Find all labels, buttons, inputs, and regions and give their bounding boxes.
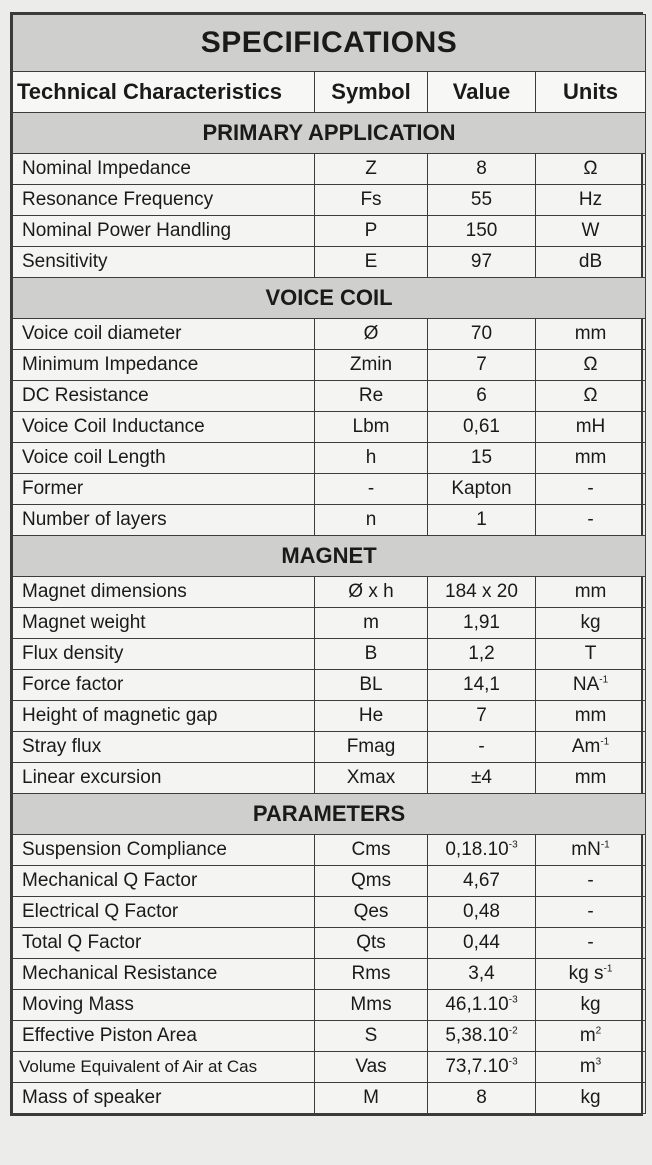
unit-cell xyxy=(536,732,646,763)
section-header xyxy=(13,794,646,835)
table-row xyxy=(13,247,646,278)
unit-cell xyxy=(536,412,646,443)
value-cell xyxy=(428,350,536,381)
symbol-cell: Qms xyxy=(315,866,428,897)
value-cell xyxy=(428,412,536,443)
unit-cell xyxy=(536,701,646,732)
unit-text: mN xyxy=(571,839,601,860)
value-text: 14,1 xyxy=(463,674,500,695)
symbol-cell: He xyxy=(315,701,428,732)
symbol-cell: Qts xyxy=(315,928,428,959)
unit-text: mm xyxy=(574,581,607,602)
unit-text: W xyxy=(581,220,600,241)
table-row xyxy=(13,505,646,536)
section-header xyxy=(13,278,646,319)
value-cell xyxy=(428,216,536,247)
unit-text: T xyxy=(584,643,597,664)
table-row xyxy=(13,154,646,185)
value-cell xyxy=(428,381,536,412)
table-row xyxy=(13,381,646,412)
value-text: 3,4 xyxy=(468,963,495,984)
symbol-cell: BL xyxy=(315,670,428,701)
value-text: 5,38.10 xyxy=(445,1025,509,1046)
characteristic-cell: Former xyxy=(13,474,315,505)
value-text: 70 xyxy=(470,323,493,344)
value-cell xyxy=(428,639,536,670)
symbol-cell: P xyxy=(315,216,428,247)
unit-cell xyxy=(536,577,646,608)
value-text: 6 xyxy=(476,385,487,406)
value-text: 46,1.10 xyxy=(445,994,509,1015)
unit-text: - xyxy=(587,509,594,530)
value-text: 0,44 xyxy=(463,932,500,953)
symbol-cell: B xyxy=(315,639,428,670)
value-cell xyxy=(428,732,536,763)
unit-text: mm xyxy=(574,767,607,788)
table-row xyxy=(13,763,646,794)
value-text: 0,61 xyxy=(463,416,500,437)
value-cell xyxy=(428,505,536,536)
unit-cell xyxy=(536,505,646,536)
unit-text: kg xyxy=(580,612,601,633)
characteristic-cell: Force factor xyxy=(13,670,315,701)
symbol-cell: Rms xyxy=(315,959,428,990)
symbol-cell: Cms xyxy=(315,835,428,866)
unit-exponent: 2 xyxy=(595,1025,602,1037)
value-exponent: -3 xyxy=(508,1056,518,1068)
header-units: Units xyxy=(536,72,646,113)
unit-text: mm xyxy=(574,447,607,468)
symbol-cell: M xyxy=(315,1083,428,1114)
characteristic-cell: Moving Mass xyxy=(13,990,315,1021)
characteristic-cell: Mechanical Q Factor xyxy=(13,866,315,897)
value-cell xyxy=(428,1021,536,1052)
characteristic-cell: Nominal Power Handling xyxy=(13,216,315,247)
section-title: MAGNET xyxy=(13,536,646,577)
unit-exponent: -1 xyxy=(603,963,613,975)
value-text: 4,67 xyxy=(463,870,500,891)
value-text: 55 xyxy=(470,189,493,210)
unit-text: mm xyxy=(574,323,607,344)
unit-cell xyxy=(536,1021,646,1052)
section-title: VOICE COIL xyxy=(13,278,646,319)
characteristic-cell: Voice coil diameter xyxy=(13,319,315,350)
value-exponent: -3 xyxy=(508,994,518,1006)
table-row xyxy=(13,608,646,639)
unit-cell xyxy=(536,319,646,350)
unit-text: Am xyxy=(571,736,601,757)
value-text: 7 xyxy=(476,354,487,375)
unit-exponent: -1 xyxy=(599,674,609,686)
unit-exponent: 3 xyxy=(595,1056,602,1068)
value-exponent: -2 xyxy=(508,1025,518,1037)
value-cell xyxy=(428,474,536,505)
value-cell xyxy=(428,443,536,474)
value-text: Kapton xyxy=(451,478,512,499)
table-row xyxy=(13,928,646,959)
unit-cell xyxy=(536,1052,646,1083)
unit-text: m xyxy=(579,1056,596,1077)
value-cell xyxy=(428,928,536,959)
unit-text: Ω xyxy=(583,158,598,179)
characteristic-cell: Mechanical Resistance xyxy=(13,959,315,990)
value-text: 150 xyxy=(465,220,498,241)
table-row xyxy=(13,319,646,350)
unit-cell xyxy=(536,959,646,990)
table-row xyxy=(13,835,646,866)
unit-cell xyxy=(536,350,646,381)
unit-text: - xyxy=(587,870,594,891)
symbol-cell: Ø x h xyxy=(315,577,428,608)
table-row xyxy=(13,639,646,670)
symbol-cell: S xyxy=(315,1021,428,1052)
unit-cell xyxy=(536,1083,646,1114)
value-cell xyxy=(428,835,536,866)
section-title: PRIMARY APPLICATION xyxy=(13,113,646,154)
characteristic-cell: Number of layers xyxy=(13,505,315,536)
unit-exponent: -1 xyxy=(600,839,610,851)
characteristic-cell: Volume Equivalent of Air at Cas xyxy=(13,1052,315,1083)
characteristic-cell: Linear excursion xyxy=(13,763,315,794)
specifications-sheet xyxy=(10,12,643,1116)
characteristic-cell: Sensitivity xyxy=(13,247,315,278)
table-row xyxy=(13,443,646,474)
page-title: SPECIFICATIONS xyxy=(13,15,646,72)
unit-cell xyxy=(536,835,646,866)
characteristic-cell: Stray flux xyxy=(13,732,315,763)
unit-text: kg s xyxy=(568,963,604,984)
value-cell xyxy=(428,990,536,1021)
table-row xyxy=(13,897,646,928)
value-text: 15 xyxy=(470,447,493,468)
unit-cell xyxy=(536,608,646,639)
table-row xyxy=(13,670,646,701)
value-exponent: -3 xyxy=(508,839,518,851)
symbol-cell: Z xyxy=(315,154,428,185)
symbol-cell: Mms xyxy=(315,990,428,1021)
characteristic-cell: Height of magnetic gap xyxy=(13,701,315,732)
table-row xyxy=(13,350,646,381)
value-cell xyxy=(428,701,536,732)
table-row xyxy=(13,412,646,443)
characteristic-cell: DC Resistance xyxy=(13,381,315,412)
table-row xyxy=(13,185,646,216)
table-row xyxy=(13,1083,646,1114)
header-symbol: Symbol xyxy=(315,72,428,113)
value-text: 73,7.10 xyxy=(445,1056,509,1077)
value-cell xyxy=(428,959,536,990)
unit-text: dB xyxy=(578,251,603,272)
table-row xyxy=(13,866,646,897)
unit-cell xyxy=(536,763,646,794)
symbol-cell: Re xyxy=(315,381,428,412)
unit-exponent: -1 xyxy=(600,736,610,748)
unit-text: mH xyxy=(575,416,606,437)
unit-text: kg xyxy=(580,1087,601,1108)
table-row xyxy=(13,216,646,247)
table-row xyxy=(13,732,646,763)
unit-text: NA xyxy=(572,674,600,695)
characteristic-cell: Nominal Impedance xyxy=(13,154,315,185)
value-cell xyxy=(428,763,536,794)
characteristic-cell: Voice Coil Inductance xyxy=(13,412,315,443)
characteristic-cell: Mass of speaker xyxy=(13,1083,315,1114)
characteristic-cell: Voice coil Length xyxy=(13,443,315,474)
characteristic-cell: Minimum Impedance xyxy=(13,350,315,381)
unit-text: - xyxy=(587,932,594,953)
unit-text: Ω xyxy=(583,385,598,406)
symbol-cell: E xyxy=(315,247,428,278)
unit-text: Hz xyxy=(578,189,603,210)
unit-cell xyxy=(536,866,646,897)
characteristic-cell: Suspension Compliance xyxy=(13,835,315,866)
section-header xyxy=(13,113,646,154)
value-cell xyxy=(428,319,536,350)
header-value: Value xyxy=(428,72,536,113)
symbol-cell: Zmin xyxy=(315,350,428,381)
symbol-cell: Qes xyxy=(315,897,428,928)
unit-cell xyxy=(536,897,646,928)
value-cell xyxy=(428,185,536,216)
table-row xyxy=(13,1021,646,1052)
table-row xyxy=(13,959,646,990)
value-text: 8 xyxy=(476,158,487,179)
unit-cell xyxy=(536,474,646,505)
value-cell xyxy=(428,608,536,639)
value-cell xyxy=(428,577,536,608)
characteristic-cell: Resonance Frequency xyxy=(13,185,315,216)
table-row xyxy=(13,577,646,608)
symbol-cell: Lbm xyxy=(315,412,428,443)
unit-cell xyxy=(536,154,646,185)
characteristic-cell: Flux density xyxy=(13,639,315,670)
value-text: 7 xyxy=(476,705,487,726)
table-row xyxy=(13,990,646,1021)
unit-cell xyxy=(536,216,646,247)
section-title: PARAMETERS xyxy=(13,794,646,835)
unit-cell xyxy=(536,928,646,959)
value-text: 8 xyxy=(476,1087,487,1108)
symbol-cell: - xyxy=(315,474,428,505)
symbol-cell: Ø xyxy=(315,319,428,350)
symbol-cell: Vas xyxy=(315,1052,428,1083)
value-text: - xyxy=(478,736,485,757)
table-row xyxy=(13,474,646,505)
symbol-cell: m xyxy=(315,608,428,639)
unit-cell xyxy=(536,990,646,1021)
unit-cell xyxy=(536,247,646,278)
unit-cell xyxy=(536,639,646,670)
value-cell xyxy=(428,1052,536,1083)
unit-cell xyxy=(536,443,646,474)
characteristic-cell: Magnet dimensions xyxy=(13,577,315,608)
table-row xyxy=(13,1052,646,1083)
characteristic-cell: Electrical Q Factor xyxy=(13,897,315,928)
characteristic-cell: Effective Piston Area xyxy=(13,1021,315,1052)
value-text: 97 xyxy=(470,251,493,272)
symbol-cell: Xmax xyxy=(315,763,428,794)
symbol-cell: Fs xyxy=(315,185,428,216)
unit-text: mm xyxy=(574,705,607,726)
unit-cell xyxy=(536,381,646,412)
unit-text: Ω xyxy=(583,354,598,375)
unit-text: kg xyxy=(580,994,601,1015)
symbol-cell: Fmag xyxy=(315,732,428,763)
value-cell xyxy=(428,866,536,897)
table-row xyxy=(13,701,646,732)
section-header xyxy=(13,536,646,577)
value-text: ±4 xyxy=(471,767,492,788)
unit-text: - xyxy=(587,478,594,499)
symbol-cell: n xyxy=(315,505,428,536)
value-text: 1,91 xyxy=(463,612,500,633)
unit-text: m xyxy=(579,1025,596,1046)
value-cell xyxy=(428,247,536,278)
value-cell xyxy=(428,1083,536,1114)
specifications-table xyxy=(12,14,646,1114)
unit-cell xyxy=(536,670,646,701)
value-text: 0,48 xyxy=(463,901,500,922)
unit-text: - xyxy=(587,901,594,922)
unit-cell xyxy=(536,185,646,216)
value-cell xyxy=(428,670,536,701)
value-cell xyxy=(428,154,536,185)
characteristic-cell: Magnet weight xyxy=(13,608,315,639)
header-characteristic: Technical Characteristics xyxy=(13,72,315,113)
value-text: 0,18.10 xyxy=(445,839,509,860)
value-text: 1,2 xyxy=(468,643,495,664)
symbol-cell: h xyxy=(315,443,428,474)
value-text: 1 xyxy=(476,509,487,530)
specifications-body xyxy=(13,113,646,1114)
characteristic-cell: Total Q Factor xyxy=(13,928,315,959)
value-cell xyxy=(428,897,536,928)
value-text: 184 x 20 xyxy=(445,581,518,602)
